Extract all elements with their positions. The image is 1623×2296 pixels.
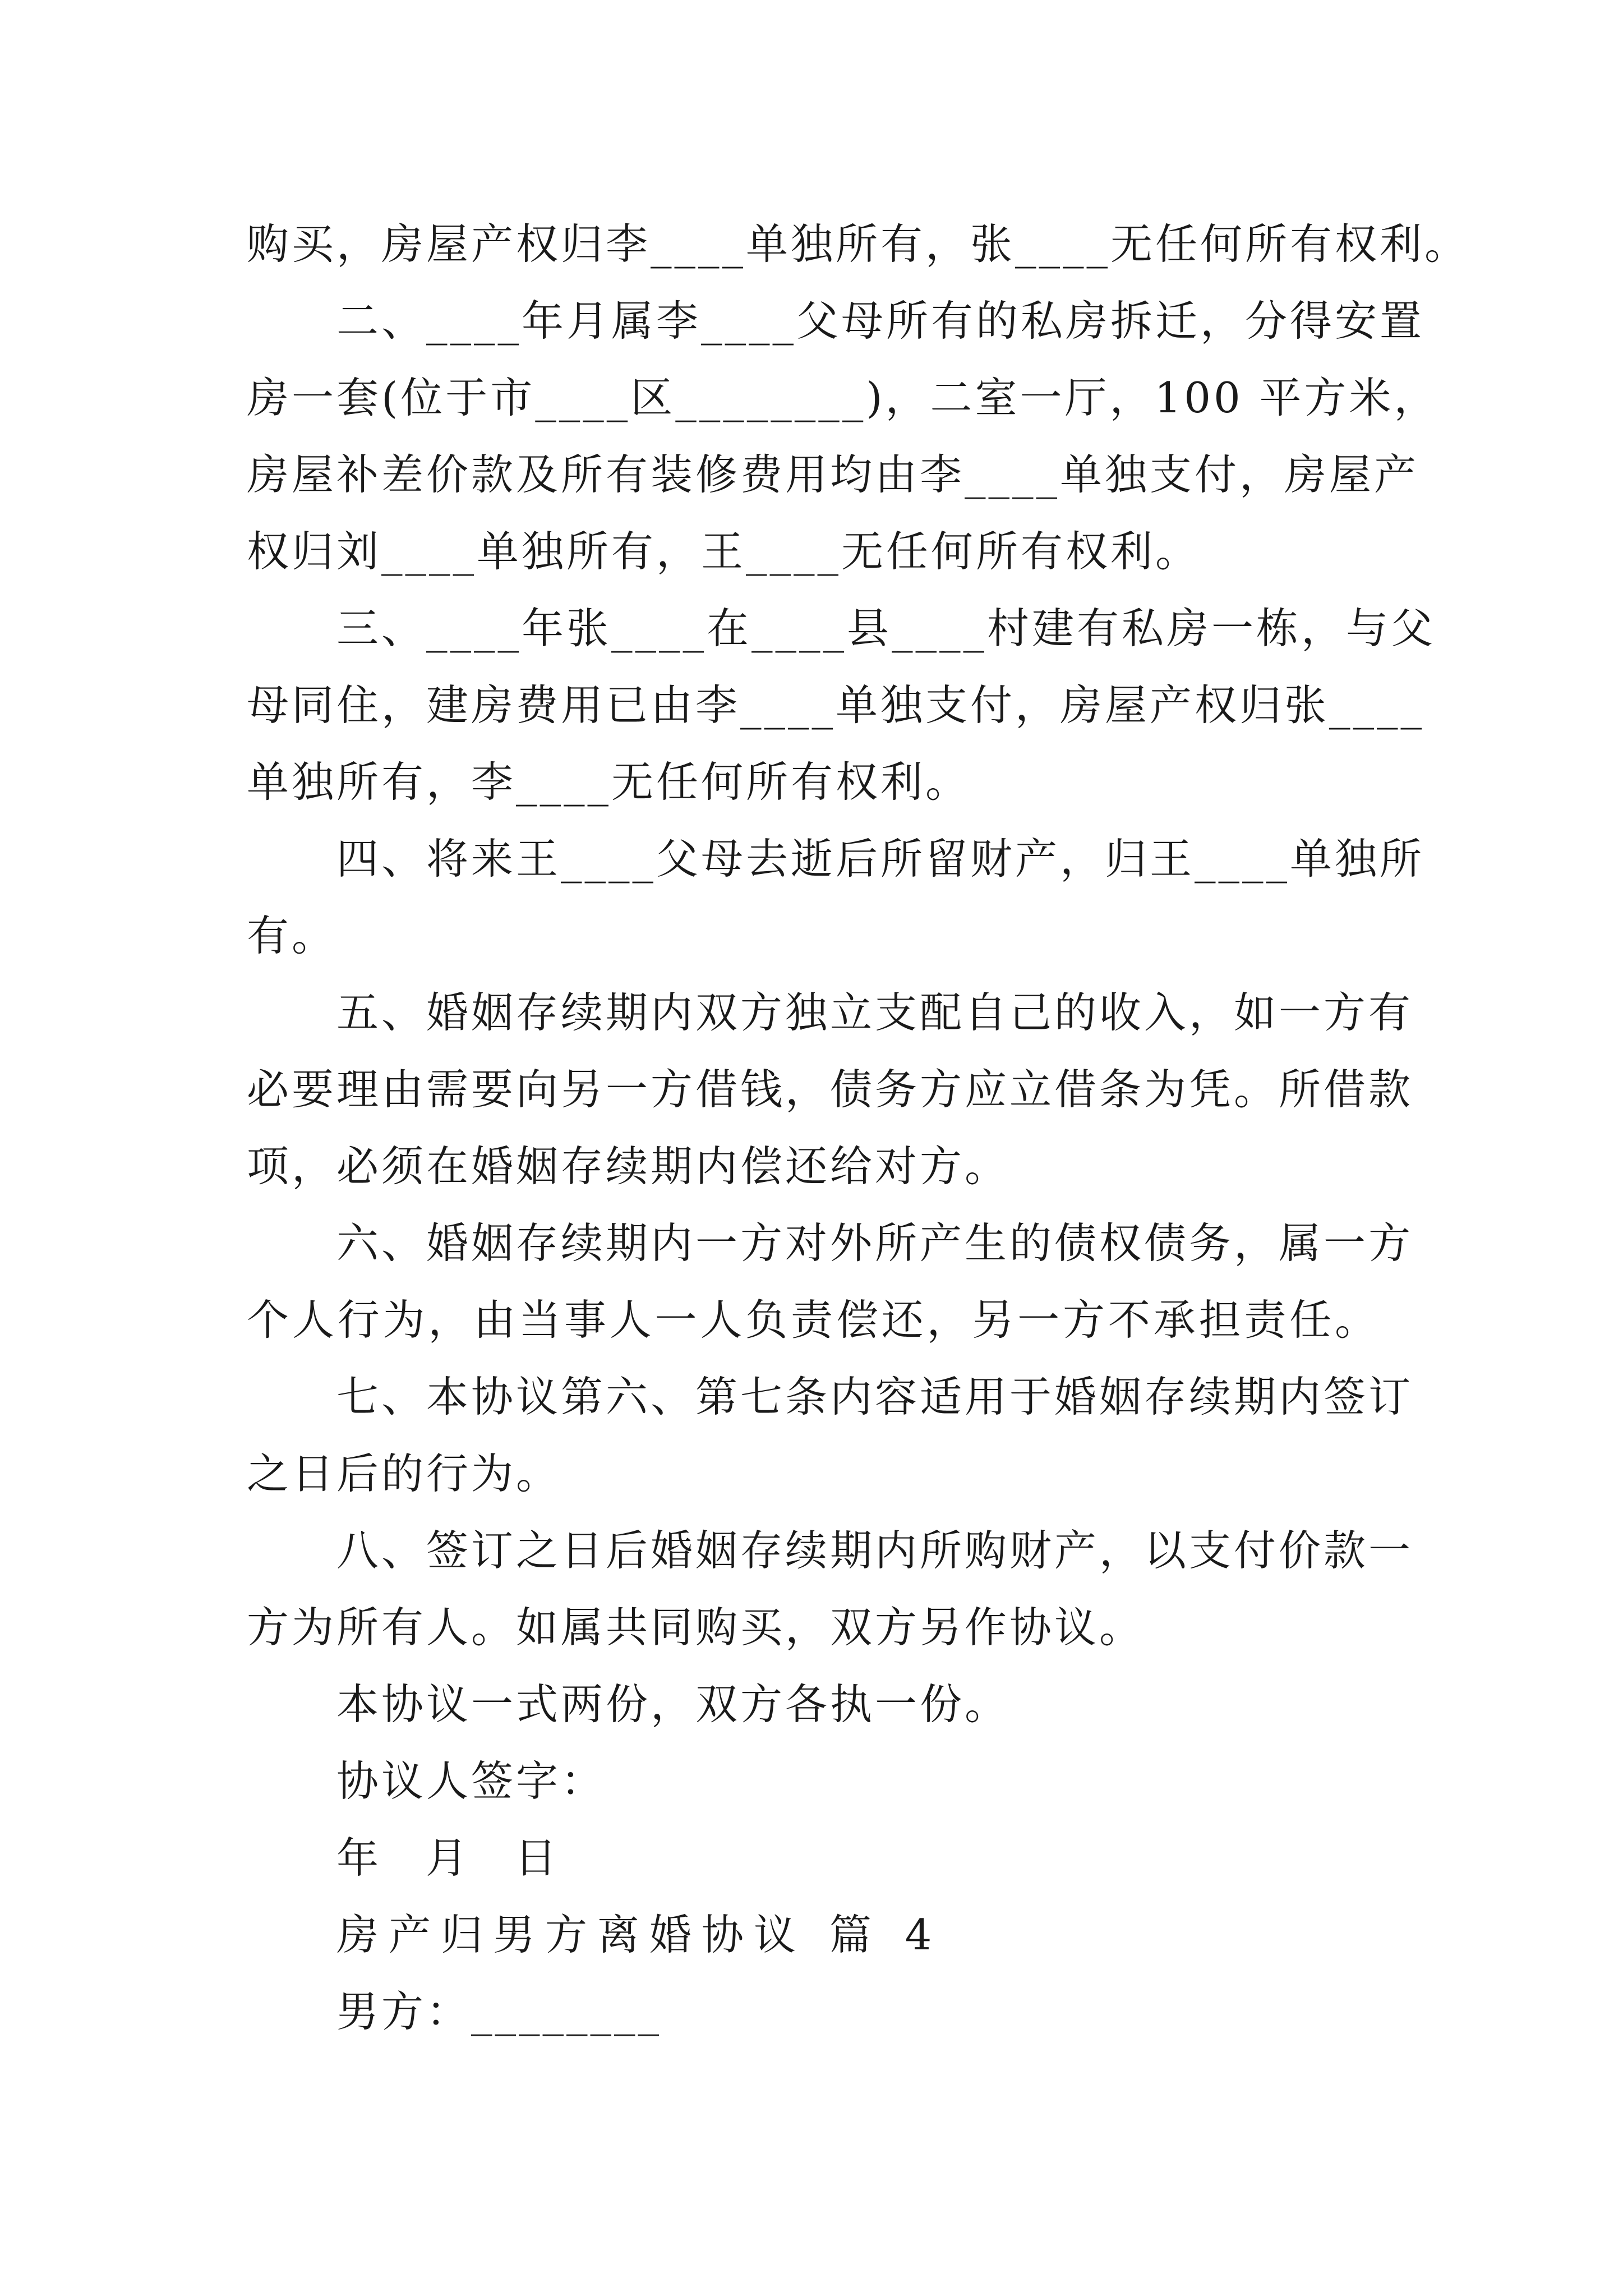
paragraph-line: 项，必须在婚姻存续期内偿还给对方。	[247, 1142, 1010, 1191]
paragraph-line: 四、将来王____父母去逝后所留财产，归王____单独所	[336, 834, 1425, 884]
section-heading: 房产归男方离婚协议 篇 4	[336, 1910, 942, 1959]
paragraph-line: 七、本协议第六、第七条内容适用于婚姻存续期内签订	[336, 1372, 1414, 1421]
paragraph-line: 单独所有，李____无任何所有权利。	[247, 757, 971, 807]
paragraph-line: 之日后的行为。	[247, 1449, 561, 1498]
paragraph-line: 六、婚姻存续期内一方对外所产生的债权债务，属一方	[336, 1218, 1414, 1268]
paragraph-line: 八、签订之日后婚姻存续期内所购财产，以支付价款一	[336, 1526, 1414, 1575]
paragraph-line: 方为所有人。如属共同购买，双方另作协议。	[247, 1603, 1145, 1652]
date-line: 年 月 日	[336, 1833, 574, 1883]
paragraph-line: 购买，房屋产权归李____单独所有，张____无任何所有权利。	[247, 219, 1470, 269]
paragraph-line: 二、____年月属李____父母所有的私房拆迁，分得安置	[336, 296, 1425, 346]
paragraph-line: 必要理由需要向另一方借钱，债务方应立借条为凭。所借款	[247, 1065, 1414, 1114]
paragraph-line: 权归刘____单独所有，王____无任何所有权利。	[247, 527, 1201, 576]
signature-label: 协议人签字：	[336, 1756, 606, 1806]
paragraph-line: 五、婚姻存续期内双方独立支配自己的收入，如一方有	[336, 988, 1414, 1037]
male-party-field: 男方：________	[336, 1987, 662, 2036]
paragraph-line: 个人行为，由当事人一人负责偿还，另一方不承担责任。	[247, 1295, 1380, 1345]
paragraph-line: 有。	[247, 911, 337, 960]
paragraph-line: 房一套(位于市____区________)，二室一厅，100 平方米，	[247, 373, 1439, 422]
paragraph-line: 本协议一式两份，双方各执一份。	[336, 1680, 1010, 1729]
paragraph-line: 三、____年张____在____县____村建有私房一栋，与父	[336, 604, 1436, 653]
paragraph-line: 房屋补差价款及所有装修费用均由李____单独支付，房屋产	[247, 450, 1419, 499]
paragraph-line: 母同住，建房费用已由李____单独支付，房屋产权归张____	[247, 680, 1425, 730]
